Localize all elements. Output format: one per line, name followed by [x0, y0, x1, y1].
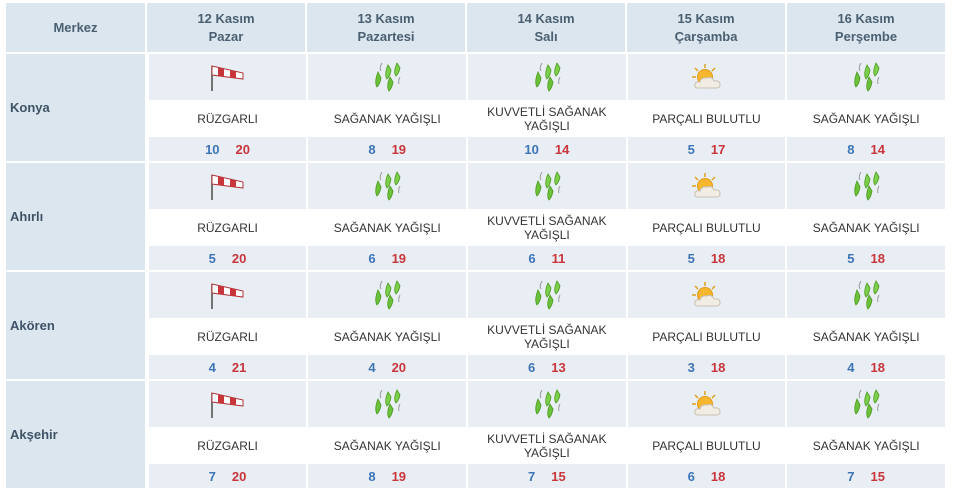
weather-description: KUVVETLİ SAĞANAK YAĞIŞLI: [468, 427, 626, 464]
day-forecast: [149, 381, 309, 488]
min-temperature: 6: [687, 468, 695, 484]
temperature-range: [468, 137, 626, 161]
day-forecast: [628, 54, 788, 161]
day-forecast: [628, 381, 788, 488]
max-temperature: 19: [391, 250, 407, 266]
temperature-range: [787, 137, 945, 161]
day-forecast: [149, 163, 309, 270]
min-temperature: 6: [368, 250, 376, 266]
day-forecast: [787, 272, 945, 379]
day-forecast: [149, 54, 309, 161]
max-temperature: 14: [870, 141, 885, 157]
temperature-range: [149, 137, 307, 161]
merkez-header: Merkez: [6, 3, 147, 52]
windsock-icon: [209, 280, 247, 310]
heavy-rain-icon: [849, 387, 883, 421]
min-temperature: 3: [687, 359, 695, 375]
min-temperature: 7: [527, 468, 536, 484]
day-date: 15 Kasım: [677, 10, 735, 26]
max-temperature: 20: [391, 359, 407, 375]
heavy-rain-icon: [370, 169, 404, 203]
temperature-range: [787, 355, 945, 379]
icon-cell: [308, 381, 466, 427]
max-temperature: 19: [391, 141, 407, 157]
heavy-rain-icon: [530, 60, 564, 94]
max-temperature: 20: [231, 468, 247, 484]
city-row: [6, 52, 945, 161]
day-forecast: [628, 163, 788, 270]
day-date: 13 Kasım: [357, 10, 415, 26]
city-name[interactable]: Ahırlı: [6, 163, 147, 270]
weather-description: SAĞANAK YAĞIŞLI: [787, 100, 945, 137]
weather-description: KUVVETLİ SAĞANAK YAĞIŞLI: [468, 209, 626, 246]
weather-description: SAĞANAK YAĞIŞLI: [308, 100, 466, 137]
temperature-range: [628, 246, 786, 270]
min-temperature: 8: [368, 141, 376, 157]
temperature-range: [308, 355, 466, 379]
min-temperature: 7: [847, 468, 855, 484]
weather-description: SAĞANAK YAĞIŞLI: [787, 318, 945, 355]
max-temperature: 15: [870, 468, 885, 484]
temperature-range: [628, 464, 786, 488]
windsock-icon: [209, 389, 247, 419]
weather-description: KUVVETLİ SAĞANAK YAĞIŞLI: [468, 100, 626, 137]
min-temperature: 6: [527, 359, 536, 375]
weather-description: SAĞANAK YAĞIŞLI: [308, 318, 466, 355]
icon-cell: [149, 381, 307, 427]
day-date: 16 Kasım: [837, 10, 895, 26]
heavy-rain-icon: [370, 387, 404, 421]
day-forecast: [787, 163, 945, 270]
weather-description: SAĞANAK YAĞIŞLI: [787, 427, 945, 464]
city-name[interactable]: Akşehir: [6, 381, 147, 488]
day-weekday: Pazartesi: [357, 28, 415, 44]
weather-description: SAĞANAK YAĞIŞLI: [308, 209, 466, 246]
icon-cell: [628, 163, 786, 209]
icon-cell: [628, 272, 786, 318]
icon-cell: [628, 381, 786, 427]
day-forecast: [468, 163, 628, 270]
min-temperature: 10: [524, 141, 539, 157]
partly-cloudy-icon: [689, 389, 725, 419]
city-name[interactable]: Konya: [6, 54, 147, 161]
city-row: [6, 379, 945, 488]
day-forecast: [468, 54, 628, 161]
max-temperature: 11: [551, 250, 566, 266]
day-forecast: [628, 272, 788, 379]
day-forecast: [149, 272, 309, 379]
max-temperature: 19: [391, 468, 407, 484]
min-temperature: 4: [368, 359, 376, 375]
heavy-rain-icon: [370, 60, 404, 94]
icon-cell: [468, 163, 626, 209]
min-temperature: 6: [528, 250, 536, 266]
temperature-range: [468, 464, 626, 488]
min-temperature: 5: [208, 250, 216, 266]
day-forecast: [468, 381, 628, 488]
min-temperature: 4: [847, 359, 855, 375]
max-temperature: 21: [231, 359, 247, 375]
weather-description: RÜZGARLI: [149, 427, 307, 464]
city-row: [6, 161, 945, 270]
day-header: [307, 3, 467, 52]
weather-description: RÜZGARLI: [149, 209, 307, 246]
min-temperature: 7: [208, 468, 216, 484]
max-temperature: 13: [551, 359, 566, 375]
min-temperature: 10: [205, 141, 220, 157]
min-temperature: 5: [847, 250, 855, 266]
icon-cell: [308, 163, 466, 209]
max-temperature: 18: [710, 250, 726, 266]
temperature-range: [787, 246, 945, 270]
temperature-range: [787, 464, 945, 488]
max-temperature: 18: [870, 359, 885, 375]
heavy-rain-icon: [849, 169, 883, 203]
icon-cell: [787, 272, 945, 318]
temperature-range: [308, 464, 466, 488]
day-forecast: [308, 272, 468, 379]
icon-cell: [308, 272, 466, 318]
temperature-range: [468, 355, 626, 379]
max-temperature: 15: [551, 468, 566, 484]
day-header: [147, 3, 307, 52]
day-weekday: Perşembe: [834, 28, 898, 44]
weather-description: KUVVETLİ SAĞANAK YAĞIŞLI: [468, 318, 626, 355]
icon-cell: [468, 272, 626, 318]
day-weekday: Salı: [534, 28, 558, 44]
min-temperature: 5: [687, 250, 695, 266]
windsock-icon: [209, 171, 247, 201]
city-rows: [6, 52, 945, 488]
max-temperature: 14: [554, 141, 570, 157]
temperature-range: [149, 464, 307, 488]
max-temperature: 20: [235, 141, 250, 157]
max-temperature: 18: [710, 468, 726, 484]
temperature-range: [628, 137, 786, 161]
weather-description: RÜZGARLI: [149, 100, 307, 137]
icon-cell: [149, 163, 307, 209]
heavy-rain-icon: [530, 169, 564, 203]
day-header: [627, 3, 787, 52]
city-name[interactable]: Akören: [6, 272, 147, 379]
min-temperature: 8: [847, 141, 855, 157]
windsock-icon: [209, 62, 247, 92]
icon-cell: [787, 163, 945, 209]
weather-description: SAĞANAK YAĞIŞLI: [787, 209, 945, 246]
heavy-rain-icon: [530, 387, 564, 421]
max-temperature: 20: [231, 250, 247, 266]
icon-cell: [628, 54, 786, 100]
max-temperature: 17: [710, 141, 726, 157]
weather-description: SAĞANAK YAĞIŞLI: [308, 427, 466, 464]
min-temperature: 8: [368, 468, 376, 484]
header-row: [6, 3, 945, 52]
icon-cell: [308, 54, 466, 100]
temperature-range: [149, 246, 307, 270]
icon-cell: [787, 381, 945, 427]
max-temperature: 18: [710, 359, 726, 375]
day-forecast: [308, 163, 468, 270]
day-header: [467, 3, 627, 52]
day-weekday: Pazar: [208, 28, 244, 44]
day-forecast: [787, 381, 945, 488]
icon-cell: [468, 381, 626, 427]
partly-cloudy-icon: [689, 62, 725, 92]
day-weekday: Çarşamba: [674, 28, 738, 44]
weather-description: RÜZGARLI: [149, 318, 307, 355]
weather-description: PARÇALI BULUTLU: [628, 209, 786, 246]
partly-cloudy-icon: [689, 280, 725, 310]
day-forecast: [468, 272, 628, 379]
city-row: [6, 270, 945, 379]
icon-cell: [149, 54, 307, 100]
temperature-range: [468, 246, 626, 270]
icon-cell: [149, 272, 307, 318]
icon-cell: [468, 54, 626, 100]
max-temperature: 18: [870, 250, 885, 266]
weather-description: PARÇALI BULUTLU: [628, 100, 786, 137]
day-date: 12 Kasım: [197, 10, 255, 26]
heavy-rain-icon: [849, 60, 883, 94]
temperature-range: [149, 355, 307, 379]
day-date: 14 Kasım: [517, 10, 575, 26]
temperature-range: [308, 137, 466, 161]
heavy-rain-icon: [849, 278, 883, 312]
weather-description: PARÇALI BULUTLU: [628, 318, 786, 355]
forecast-table: [6, 3, 945, 488]
partly-cloudy-icon: [689, 171, 725, 201]
heavy-rain-icon: [530, 278, 564, 312]
day-forecast: [308, 381, 468, 488]
day-header: [787, 3, 945, 52]
min-temperature: 5: [687, 141, 695, 157]
temperature-range: [628, 355, 786, 379]
icon-cell: [787, 54, 945, 100]
day-forecast: [787, 54, 945, 161]
weather-description: PARÇALI BULUTLU: [628, 427, 786, 464]
min-temperature: 4: [208, 359, 216, 375]
day-forecast: [308, 54, 468, 161]
heavy-rain-icon: [370, 278, 404, 312]
temperature-range: [308, 246, 466, 270]
